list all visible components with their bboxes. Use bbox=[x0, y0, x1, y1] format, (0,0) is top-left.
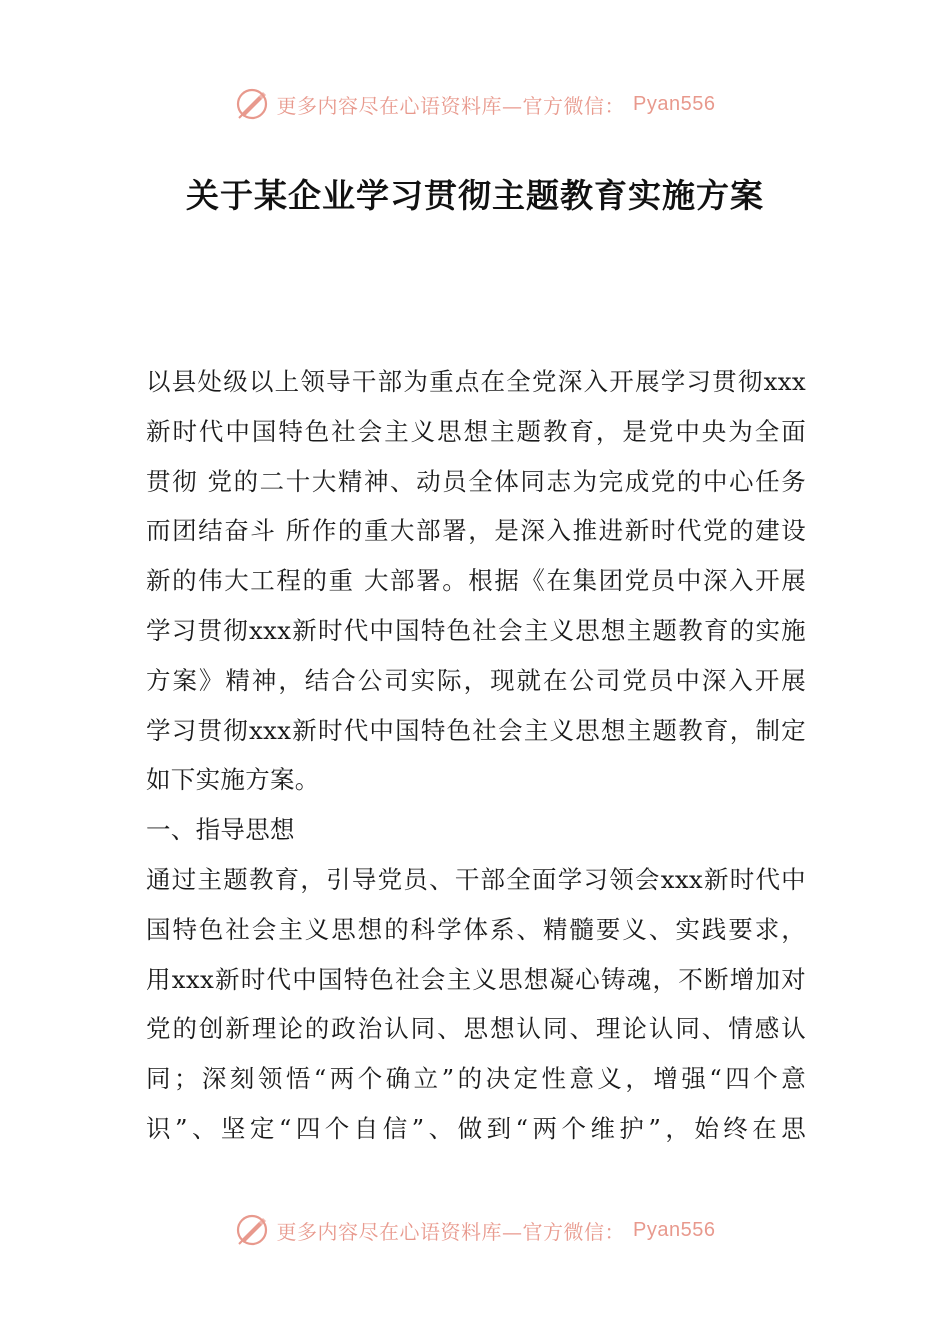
body-line: 同；深刻领悟“两个确立”的决定性意义，增强“四个意 bbox=[146, 1064, 806, 1094]
body-line: 以县处级以上领导干部为重点在全党深入开展学习贯彻xxx bbox=[146, 367, 806, 396]
body-line: 新时代中国特色社会主义思想主题教育，是党中央为全面 bbox=[146, 416, 806, 446]
document-body bbox=[146, 357, 806, 1154]
section-heading: 一、指导思想 bbox=[146, 815, 295, 845]
watermark-text: 更多内容尽在心语资料库—官方微信： bbox=[276, 93, 626, 118]
body-line: 通过主题教育，引导党员、干部全面学习领会xxx新时代中 bbox=[146, 864, 806, 894]
body-line: 新的伟大工程的重 大部署。根据《在集团党员中深入开展 bbox=[146, 566, 806, 596]
footer-watermark bbox=[0, 1210, 950, 1250]
body-line: 贯彻 党的二十大精神、动员全体同志为完成党的中心任务 bbox=[146, 466, 806, 496]
pen-logo-icon bbox=[235, 1213, 269, 1247]
body-line: 如下实施方案。 bbox=[146, 765, 320, 795]
watermark-wechat-id: Pyan556 bbox=[633, 92, 716, 115]
body-line: 识”、坚定“四个自信”、做到“两个维护”，始终在思 bbox=[146, 1113, 806, 1143]
body-line: 用xxx新时代中国特色社会主义思想凝心铸魂，不断增加对 bbox=[146, 964, 806, 994]
body-line: 国特色社会主义思想的科学体系、精髓要义、实践要求， bbox=[146, 914, 806, 944]
header-watermark bbox=[0, 84, 950, 124]
pen-logo-icon bbox=[235, 87, 269, 121]
document-title: 关于某企业学习贯彻主题教育实施方案 bbox=[186, 176, 764, 215]
body-line: 学习贯彻xxx新时代中国特色社会主义思想主题教育的实施 bbox=[146, 615, 806, 645]
body-line: 学习贯彻xxx新时代中国特色社会主义思想主题教育，制定 bbox=[146, 715, 806, 745]
watermark-text: 更多内容尽在心语资料库—官方微信： bbox=[276, 1219, 626, 1244]
body-line: 方案》精神，结合公司实际，现就在公司党员中深入开展 bbox=[146, 665, 806, 695]
body-line: 而团结奋斗 所作的重大部署，是深入推进新时代党的建设 bbox=[146, 516, 806, 546]
watermark-wechat-id: Pyan556 bbox=[633, 1218, 716, 1241]
body-line: 党的创新理论的政治认同、思想认同、理论认同、情感认 bbox=[146, 1014, 806, 1044]
